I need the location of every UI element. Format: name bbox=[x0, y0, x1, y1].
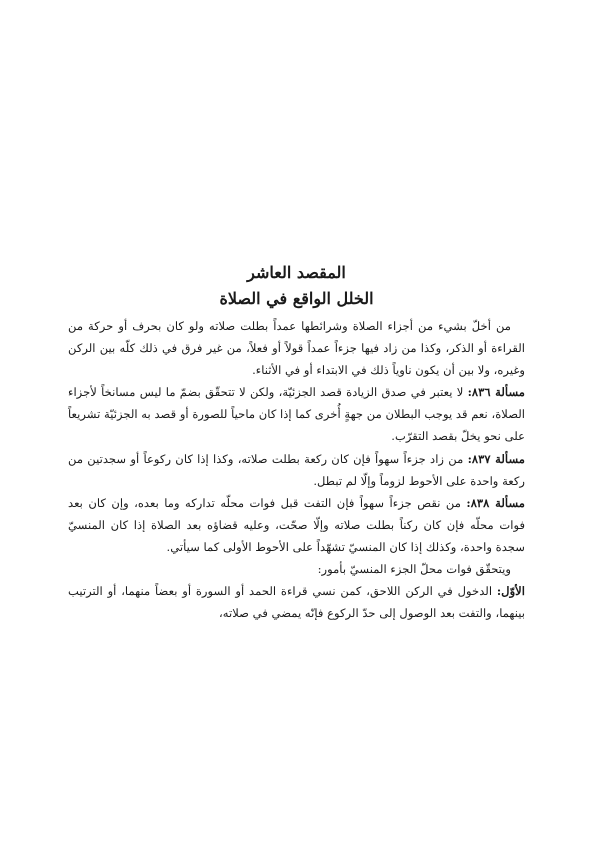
issue-label: مسألة ٨٣٦: bbox=[467, 385, 525, 400]
issue-838 bbox=[68, 492, 525, 558]
paragraph-text: ويتحقّق فوات محلّ الجزء المنسيّ بأمور: bbox=[317, 562, 511, 577]
text-block bbox=[68, 262, 525, 624]
issue-text: لا يعتبر في صدق الزيادة قصد الجزئيّة، ولكن لا تتحقّق بضمّ ما ليس مسانخاً لأجزاء الصلاة، نعم قد يوجب البطلان من جهةٍ أُخرى كما إذا كان ماحياً للصورة أو قصد به الجزئيّة تشريعاً على نحو يخلّ بقصد التقرّب. bbox=[68, 385, 525, 444]
item-text: الدخول في الركن اللاحق، كمن نسي قراءة الحمد أو السورة أو بعضاً منهما، أو الترتيب بينهما، والتفت بعد الوصول إلى حدّ الركوع فإنّه يمضي في صلاته، bbox=[68, 584, 525, 621]
issue-836 bbox=[68, 381, 525, 447]
paragraph-intro bbox=[68, 315, 525, 381]
issue-text: من زاد جزءاً سهواً فإن كان ركعة بطلت صلاته، وكذا إذا كان ركوعاً أو سجدتين من ركعة واحدة على الأحوط لزوماً وإلّا لم تبطل. bbox=[68, 451, 525, 488]
issue-label: مسألة ٨٣٧: bbox=[467, 451, 525, 466]
section-title: الخلل الواقع في الصلاة bbox=[219, 289, 374, 308]
issue-837 bbox=[68, 448, 525, 492]
issue-text: من نقص جزءاً سهواً فإن التفت قبل فوات محلّه تداركه وما بعده، وإن كان بعد فوات محلّه فإن كان ركناً بطلت صلاته وإلّا صحّت، وعليه قضاؤه بعد الصلاة إذا كان المنسيّ سجدة واحدة، وكذلك إذا كان المنسيّ تشهّداً على الأحوط الأولى كما سيأتي. bbox=[68, 495, 525, 554]
item-first bbox=[68, 580, 525, 624]
item-label: الأوّل: bbox=[496, 584, 525, 599]
issue-label: مسألة ٨٣٨: bbox=[466, 495, 525, 510]
paragraph-things bbox=[68, 558, 525, 580]
paragraph-text: من أخلّ بشيء من أجزاء الصلاة وشرائطها عمداً بطلت صلاته ولو كان بحرف أو حركة من القراءة أو الذكر، وكذا من زاد فيها جزءاً عمداً قولاً أو فعلاً، من غير فرق في ذلك كلّه بين الركن وغيره، ولا بين أن يكون ناوياً ذلك في الابتداء أو في الأثناء. bbox=[68, 319, 525, 378]
chapter-title: المقصد العاشر bbox=[247, 263, 346, 282]
